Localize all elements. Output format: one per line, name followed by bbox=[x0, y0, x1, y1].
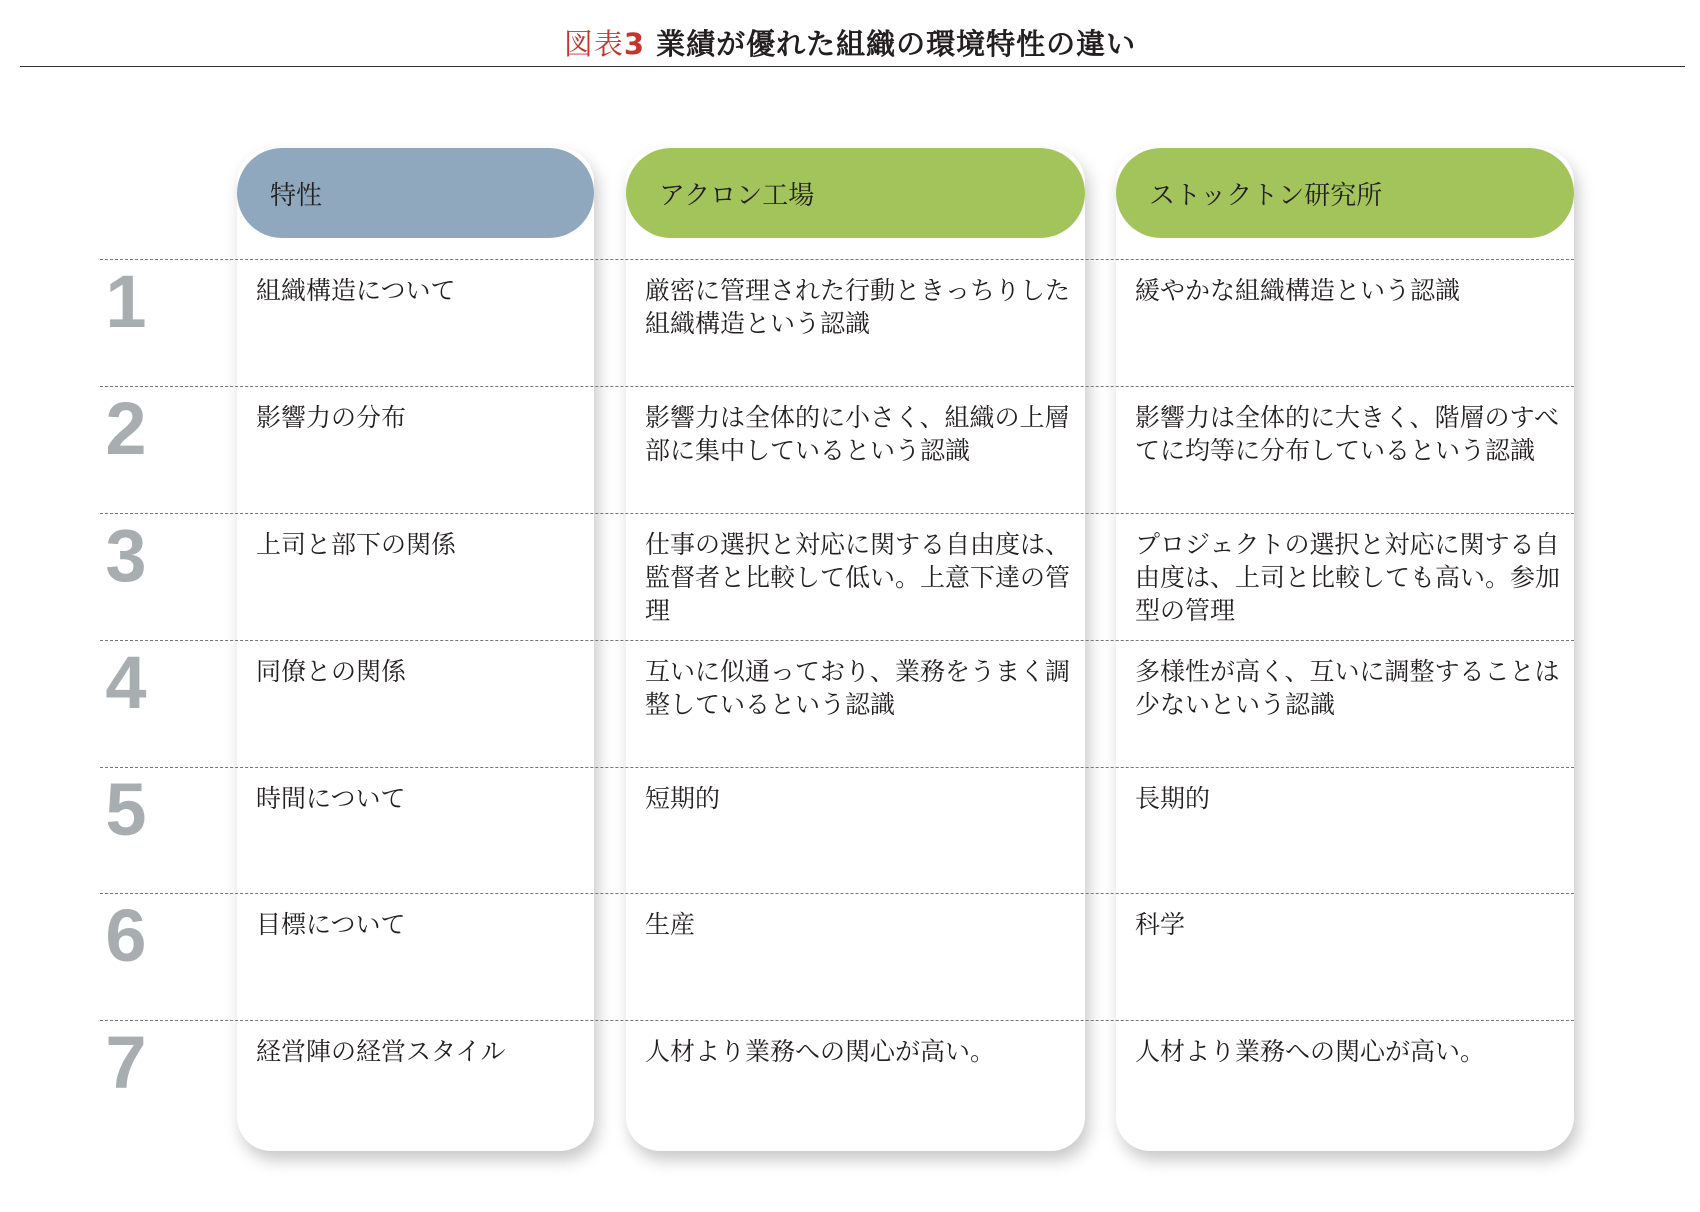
row-divider bbox=[100, 386, 1574, 387]
akron-cell: 厳密に管理された行動ときっちりした組織構造という認識 bbox=[645, 276, 1071, 338]
row-divider bbox=[100, 893, 1574, 894]
characteristic-cell: 影響力の分布 bbox=[256, 403, 407, 432]
row-divider bbox=[100, 1020, 1574, 1021]
figure-label: 図表 bbox=[563, 27, 624, 61]
row-number: 3 bbox=[105, 514, 147, 597]
characteristic-cell: 同僚との関係 bbox=[256, 657, 407, 686]
characteristic-cell: 目標について bbox=[256, 910, 406, 939]
characteristic-cell: 組織構造について bbox=[256, 276, 456, 305]
row-number: 1 bbox=[105, 260, 147, 343]
akron-cell: 仕事の選択と対応に関する自由度は、監督者と比較して低い。上意下達の管理 bbox=[645, 530, 1071, 625]
characteristic-cell: 時間について bbox=[256, 784, 406, 813]
characteristic-cell: 上司と部下の関係 bbox=[256, 530, 457, 559]
stockton-cell: 長期的 bbox=[1135, 784, 1211, 813]
stockton-cell: 影響力は全体的に大きく、階層のすべてに均等に分布しているという認識 bbox=[1135, 403, 1560, 465]
figure-title bbox=[0, 22, 1700, 63]
row-divider bbox=[100, 513, 1574, 514]
akron-cell: 短期的 bbox=[645, 784, 721, 813]
characteristic-cell: 経営陣の経営スタイル bbox=[256, 1037, 506, 1066]
akron-header: アクロン工場 bbox=[626, 148, 1085, 238]
row-number: 6 bbox=[105, 894, 147, 977]
stockton-cell: 科学 bbox=[1135, 910, 1186, 939]
row-number: 7 bbox=[105, 1021, 147, 1104]
row-number: 5 bbox=[105, 768, 147, 851]
figure-number: 3 bbox=[623, 27, 646, 61]
row-divider bbox=[100, 767, 1574, 768]
akron-cell: 生産 bbox=[645, 910, 696, 939]
title-divider bbox=[20, 66, 1685, 67]
figure-title-text: 業績が優れた組織の環境特性の違い bbox=[656, 27, 1137, 61]
akron-cell: 人材より業務への関心が高い。 bbox=[645, 1037, 996, 1066]
row-number: 4 bbox=[105, 641, 147, 724]
stockton-cell: 多様性が高く、互いに調整することは少ないという認識 bbox=[1135, 657, 1560, 719]
row-divider bbox=[100, 259, 1574, 260]
characteristic-header: 特性 bbox=[237, 148, 594, 238]
stockton-header: ストックトン研究所 bbox=[1116, 148, 1574, 238]
stockton-cell: プロジェクトの選択と対応に関する自由度は、上司と比較しても高い。参加型の管理 bbox=[1135, 530, 1561, 625]
row-number: 2 bbox=[105, 387, 147, 470]
stockton-cell: 緩やかな組織構造という認識 bbox=[1135, 276, 1461, 305]
akron-cell: 影響力は全体的に小さく、組織の上層部に集中しているという認識 bbox=[645, 403, 1070, 465]
row-divider bbox=[100, 640, 1574, 641]
akron-cell: 互いに似通っており、業務をうまく調整しているという認識 bbox=[645, 657, 1071, 719]
stockton-cell: 人材より業務への関心が高い。 bbox=[1135, 1037, 1486, 1066]
